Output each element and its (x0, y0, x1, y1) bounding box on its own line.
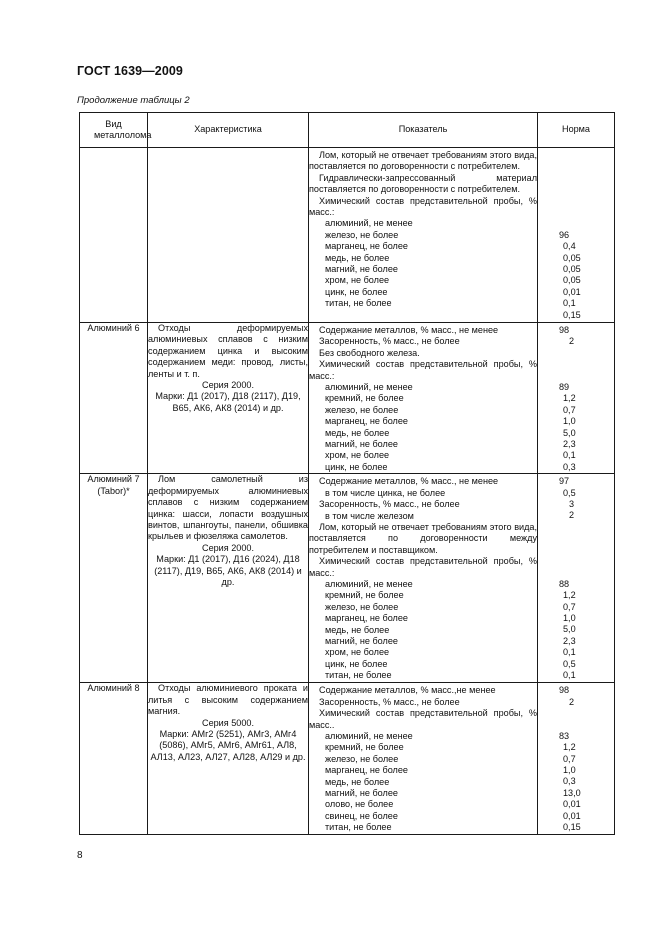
norm-cell (538, 323, 615, 474)
norm-value: 13,0 (563, 787, 581, 798)
header-type: Вид металлолома (80, 113, 148, 148)
characteristic-paragraph: Серия 2000. (202, 542, 254, 553)
indicator-text: цинк, не более (325, 461, 388, 472)
characteristic-paragraph: Отходы деформируемых алюминиевых сплавов с низким содержанием цинка и высоким содержанием меди: провод, листы, ленты и т. п. (148, 323, 308, 379)
indicator-text: Без свободного железа. (319, 347, 420, 358)
norm-value (538, 708, 614, 731)
norm-value: 0,01 (563, 286, 581, 297)
indicator-text: олово, не более (325, 799, 394, 810)
indicator-cell (309, 474, 538, 683)
indicator-text: медь, не более (325, 624, 390, 635)
indicator-text: Химический состав представительной пробы, % масс.: (309, 195, 537, 218)
norm-value: 0,7 (563, 404, 576, 415)
characteristic-paragraph: Марки: АМг2 (5251), АМг3, АМг4 (5086), АМг5, АМг6, АМг61, АЛ8, АЛ13, АЛ23, АЛ27, АЛ28, АЛ29 и др. (150, 728, 306, 762)
norm-value: 0,1 (563, 450, 576, 461)
indicator-text: марганец, не более (325, 416, 408, 427)
norm-value: 2 (569, 696, 575, 707)
indicator-text: хром, не более (325, 647, 390, 658)
norm-value: 0,5 (563, 658, 576, 669)
characteristic-paragraph: Марки: Д1 (2017), Д18 (2117), Д19, В65, АК6, АК8 (2014) и др. (155, 391, 301, 413)
norm-value: 97 (559, 476, 570, 487)
norm-cell (538, 683, 615, 834)
header-indicator: Показатель (309, 113, 538, 148)
characteristic-cell (148, 323, 309, 474)
norm-cell (538, 474, 615, 683)
characteristic-cell (148, 683, 309, 834)
norm-value (538, 348, 614, 359)
indicator-text: Содержание металлов, % масс., не менее (319, 325, 499, 335)
norm-value (538, 207, 614, 230)
norm-value: 89 (559, 381, 570, 392)
table-row (80, 148, 615, 323)
characteristic-paragraph: Лом самолетный из деформируемых алюминиевых сплавов с низким содержанием цинка: шасси, лопасти воздушных винтов, шпангоуты, панели, обшивка крыльев и фюзеляжа самолетов. (148, 474, 308, 542)
scrap-table (79, 112, 615, 835)
norm-value: 98 (559, 685, 570, 696)
characteristic-cell (148, 474, 309, 683)
table-row (80, 323, 615, 474)
indicator-text: алюминий, не менее (325, 218, 413, 229)
norm-value (538, 184, 614, 207)
norm-value: 0,1 (563, 669, 576, 680)
norm-value: 5,0 (563, 427, 576, 438)
characteristic-cell (148, 148, 309, 323)
indicator-text: Химический состав представительной пробы, % масс.. (309, 708, 537, 730)
scrap-type-cell (80, 474, 148, 683)
norm-value: 96 (559, 229, 570, 240)
norm-value: 0,1 (563, 647, 576, 658)
norm-value (538, 522, 614, 556)
indicator-text: кремний, не более (325, 393, 404, 404)
indicator-text: Засоренность, % масс., не более (319, 499, 460, 510)
indicator-cell (309, 323, 538, 474)
norm-value: 0,05 (563, 252, 581, 263)
scrap-type-cell (80, 683, 148, 834)
scrap-type-label: Алюминий 8 (87, 683, 140, 694)
indicator-text: магний, не более (325, 264, 398, 275)
norm-value: 1,2 (563, 590, 576, 601)
characteristic-paragraph: Серия 5000. (202, 717, 254, 728)
scrap-type-cell (80, 148, 148, 323)
indicator-text: в том числе железом (325, 510, 414, 521)
indicator-text: Засоренность, % масс., не более (319, 696, 460, 707)
indicator-text: хром, не более (325, 275, 390, 286)
indicator-text: медь, не более (325, 427, 390, 438)
table-row (80, 683, 615, 834)
norm-value: 1,2 (563, 393, 576, 404)
indicator-text: Содержание металлов, % масс., не менее (319, 476, 499, 487)
indicator-text: цинк, не более (325, 286, 388, 297)
norm-value: 0,01 (563, 799, 581, 810)
indicator-text: Лом, который не отвечает требованиям этого вида, поставляется по договоренности с потребителем. (309, 150, 537, 172)
norm-value: 0,15 (563, 309, 581, 320)
norm-value (538, 556, 614, 579)
indicator-text: марганец, не более (325, 765, 408, 776)
norm-value: 0,7 (563, 753, 576, 764)
indicator-text: магний, не более (325, 635, 398, 646)
norm-value: 0,01 (563, 810, 581, 821)
indicator-text: алюминий, не менее (325, 382, 413, 393)
norm-value: 0,1 (563, 298, 576, 309)
indicator-text: Содержание металлов, % масс.,не менее (319, 685, 496, 696)
norm-value: 2,3 (563, 438, 576, 449)
norm-value: 83 (559, 730, 570, 741)
indicator-text: алюминий, не менее (325, 578, 413, 589)
indicator-text: железо, не более (325, 404, 399, 415)
page-number: 8 (77, 850, 83, 861)
indicator-text: кремний, не более (325, 742, 404, 753)
characteristic-paragraph: Серия 2000. (202, 380, 254, 391)
header-characteristic: Характеристика (148, 113, 309, 148)
norm-value: 0,5 (563, 487, 576, 498)
norm-value: 1,2 (563, 742, 576, 753)
indicator-text: магний, не более (325, 439, 398, 450)
norm-value: 2 (569, 336, 575, 347)
indicator-text: железо, не более (325, 753, 399, 764)
indicator-text: медь, не более (325, 776, 390, 787)
header-norm: Норма (538, 113, 615, 148)
indicator-text: марганец, не более (325, 613, 408, 624)
indicator-text: Химический состав представительной пробы, % масс.: (309, 556, 537, 578)
norm-value (538, 150, 614, 184)
indicator-cell (309, 683, 538, 834)
indicator-cell (309, 148, 538, 323)
characteristic-paragraph: Марки: Д1 (2017), Д16 (2024), Д18 (2117), Д19, В65, АК6, АК8 (2014) и др. (154, 554, 302, 587)
indicator-text: железо, не более (325, 601, 399, 612)
indicator-text: цинк, не более (325, 658, 388, 669)
table-header-row (80, 113, 615, 148)
indicator-text: Лом, который не отвечает требованиям этого вида, поставляется по договоренности между потребителем и поставщиком. (309, 521, 537, 555)
indicator-text: марганец, не более (325, 241, 408, 252)
norm-cell (538, 148, 615, 323)
indicator-text: кремний, не более (325, 590, 404, 601)
norm-value: 0,3 (563, 461, 576, 472)
indicator-text: Засоренность, % масс., не более (319, 336, 460, 347)
indicator-text: алюминий, не менее (325, 730, 413, 741)
document-title: ГОСТ 1639—2009 (77, 64, 183, 78)
norm-value: 2 (569, 510, 575, 521)
indicator-text: свинец, не более (325, 810, 398, 821)
indicator-text: титан, не более (325, 298, 392, 309)
scrap-type-label: Алюминий 6 (87, 323, 140, 333)
norm-value (538, 359, 614, 382)
characteristic-paragraph: Отходы алюминиевого проката и литья с высоким содержанием магния. (148, 683, 308, 717)
norm-value: 1,0 (563, 613, 576, 623)
scrap-type-cell (80, 323, 148, 474)
indicator-text: в том числе цинка, не более (325, 487, 446, 498)
indicator-text: медь, не более (325, 252, 390, 263)
norm-value: 0,3 (563, 776, 576, 787)
scrap-type-label: Алюминий 7 (Tabor)* (87, 474, 140, 496)
norm-value: 5,0 (563, 624, 576, 635)
norm-value: 2,3 (563, 635, 576, 646)
norm-value: 0,7 (563, 601, 576, 612)
norm-value: 0,05 (563, 263, 581, 274)
indicator-text: Гидравлически-запрессованный материал поставляется по договоренности с потребителем. (309, 172, 537, 195)
norm-value: 1,0 (563, 416, 576, 427)
norm-value: 1,0 (563, 765, 576, 776)
indicator-text: Химический состав представительной пробы, % масс.: (309, 359, 537, 381)
norm-value: 98 (559, 325, 570, 335)
norm-value: 0,05 (563, 275, 581, 286)
indicator-text: железо, не более (325, 229, 399, 240)
indicator-text: хром, не более (325, 450, 390, 461)
norm-value: 3 (569, 499, 575, 510)
table-row (80, 474, 615, 683)
indicator-text: титан, не более (325, 822, 392, 833)
norm-value: 88 (559, 578, 570, 589)
norm-value: 0,4 (563, 241, 576, 252)
norm-value: 0,15 (563, 821, 581, 832)
indicator-text: магний, не более (325, 787, 398, 798)
table-caption: Продолжение таблицы 2 (77, 95, 190, 106)
indicator-text: титан, не более (325, 670, 392, 681)
